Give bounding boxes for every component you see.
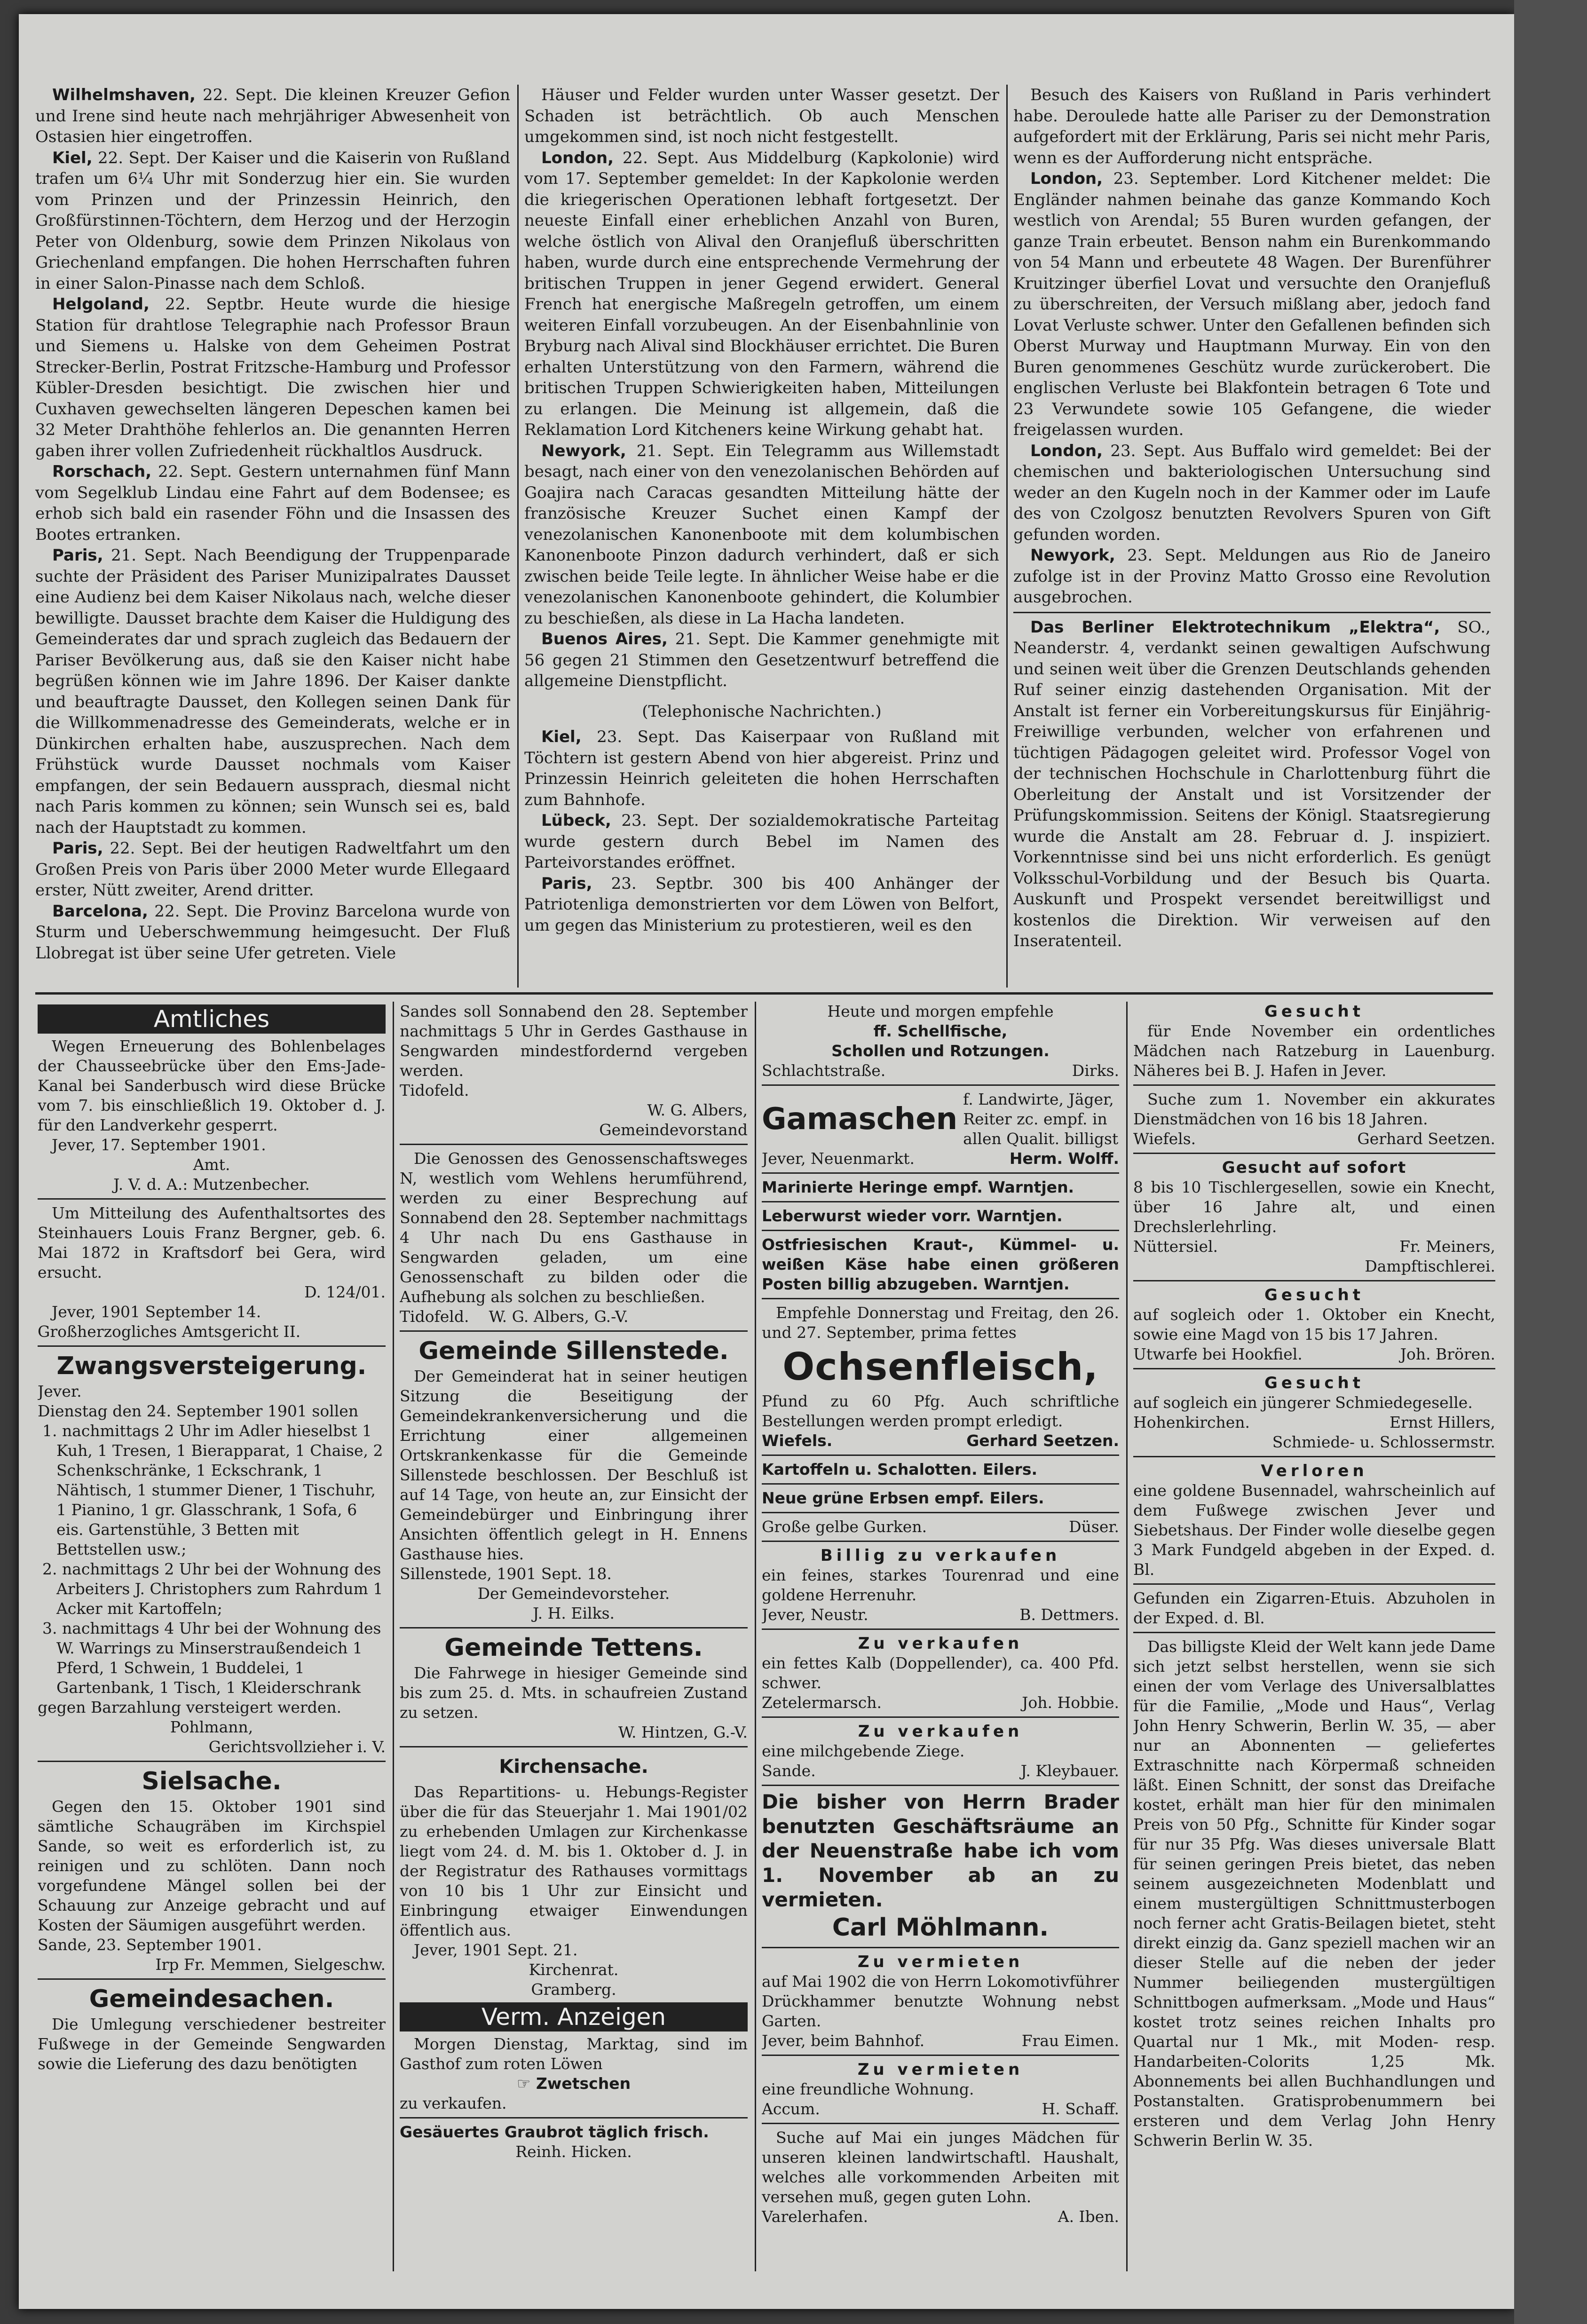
g3-title: Gesucht auf sofort [1222, 1158, 1407, 1177]
separator [762, 1716, 1119, 1718]
verm2-sign: H. Schaff. [1042, 2100, 1119, 2118]
kalb-text: ein fettes Kalb (Doppellender), ca. 400 Pfd. schwer. [762, 1654, 1119, 1692]
sillenstede-date: Sillenstede, 1901 Sept. 18. [400, 1565, 612, 1583]
news-text: 21. Sept. Die Kammer genehmigte mit 56 gegen 21 Stimmen den Gesetzentwurf betreffend die allgemeine Dienstpflicht. [524, 630, 999, 690]
g2-place: Wiefels. [1133, 1130, 1196, 1148]
verm1-sign: Frau Eimen. [1021, 2032, 1119, 2050]
g2-sign: Gerhard Seetzen. [1357, 1130, 1495, 1148]
ochsen-sign-line [762, 1431, 1119, 1451]
g5-sign2: Schmiede- u. Schlossermstr. [1272, 1433, 1495, 1451]
sande-text: Sandes soll Sonnabend den 28. September nachmittags 5 Uhr in Gerdes Gasthause in Sengwarden mindestfordernd vergeben werden. [400, 1002, 748, 1080]
news-place: London, [1030, 441, 1103, 460]
news-item [35, 545, 510, 838]
genoss-text: Die Genossen des Genossenschaftsweges N, westlich vom Wehlens herumführend, werden zu einer Besprechung auf Sonnabend den 28. September nachmittags 4 Uhr nach Du ens Gasthause in Sengwarden geladen, um eine Genossenschaft zu bilden oder die Aufhebung als solchen zu beschließen. [400, 1149, 748, 1306]
genoss-sign: W. G. Albers, G.-V. [489, 1307, 629, 1326]
separator [762, 2123, 1119, 2124]
news-place: Paris, [52, 546, 103, 565]
news-place: Kiel, [52, 148, 93, 167]
ochsen-sign: Gerhard Seetzen. [966, 1431, 1119, 1450]
news-text: 22. Sept. Die kleinen Kreuzer Gefion und Irene sind heute nach mehrjähriger Abwesenheit von Ostasien hier eingetroffen. [35, 86, 510, 146]
such-text: Suche auf Mai ein junges Mädchen für unseren kleinen landwirtschaftl. Haushalt, welches alle vorkommenden Arbeiten mit versehen muß, gegen guten Lohn. [762, 2128, 1119, 2206]
news-item [35, 294, 510, 461]
sande-sign2: Gemeindevorstand [599, 1121, 748, 1139]
news-place: London, [541, 148, 614, 167]
g1-text: für Ende November ein ordentliches Mädchen nach Ratzeburg in Lauenburg. Näheres bei B. J. Hafen in Jever. [1133, 1022, 1495, 1080]
leberwurst: Leberwurst wieder vorr. Warntjen. [762, 1207, 1063, 1225]
news-text: 23. September. Lord Kitchener meldet: Die Engländer nahmen beinahe das ganze Kommando Koch westlich von Arendal; 55 Buren wurden gefangen, der ganze Train erbeutet. Benson nahm ein Burenkommando von 54 Mann und erbeutete 48 Wagen. Der Burenführer Kruitzinger überfiel Lovat und versuchte den Oranjefluß zu überschreiten, der Versuch mißlang aber, jedoch fand Lovat Verluste schwer. Unter den Gefallenen befinden sich Oberst Murway und Hauptmann Murway. Ein von den Buren genommenes Geschütz wurde zurückerobert. Die englischen Verluste bei Blakfontein betragen 6 Tote und 23 Verwundete sowie 105 Gefangene, die wieder freigelassen wurden. [1013, 169, 1491, 439]
news-text: 23. Sept. Meldungen aus Rio de Janeiro zufolge ist in der Provinz Matto Grosso eine Revolution ausgebrochen. [1013, 546, 1491, 607]
news-item [35, 838, 510, 901]
news-place: Rorschach, [52, 462, 152, 481]
news-text: Häuser und Felder wurden unter Wasser gesetzt. Der Schaden ist beträchtlich. Ob auch Menschen umgekommen sind, ist noch nicht festgestellt. [524, 86, 999, 146]
morgen-text: Morgen Dienstag, Marktag, sind im Gasthof zum roten Löwen [400, 2035, 748, 2073]
separator [762, 1947, 1119, 1948]
news-place: Newyork, [541, 441, 626, 460]
verm2-addr: Accum. [762, 2100, 820, 2118]
news-item [1013, 441, 1491, 545]
news-column-2 [524, 85, 999, 988]
news-place: Kiel, [541, 727, 582, 746]
column-rule [1006, 85, 1008, 988]
sande-sign1: W. G. Albers, [647, 1101, 748, 1119]
column-rule [755, 1002, 756, 2271]
gamaschen-big: Gamaschen [762, 1102, 958, 1137]
separator [1133, 1368, 1495, 1369]
gefunden-text: Gefunden ein Zigarren-Etuis. Abzuholen in der Exped. d. Bl. [1133, 1589, 1495, 1627]
news-place: Lübeck, [541, 811, 611, 830]
separator [762, 1541, 1119, 1542]
ziege-text: eine milchgebende Ziege. [762, 1742, 965, 1760]
graubrot: Gesäuertes Graubrot täglich frisch. [400, 2123, 709, 2141]
ziege-addr: Sande. [762, 1762, 816, 1780]
gamaschen-addr: Jever, Neuenmarkt. [762, 1149, 915, 1168]
sillenstede-sign2: J. H. Eilks. [532, 1604, 615, 1622]
ads-column-3 [762, 1002, 1119, 2271]
news-text: 23. Septbr. 300 bis 400 Anhänger der Patriotenliga demonstrierten vor dem Löwen von Belfort, um gegen das Ministerium zu protestieren, weil es den [524, 874, 999, 935]
news-item [35, 461, 510, 545]
news-place: Helgoland, [52, 295, 150, 314]
siel-title: Sielsache. [142, 1767, 282, 1795]
g2-text: Suche zum 1. November ein akkurates Dienstmädchen von 16 bis 18 Jahren. [1133, 1090, 1495, 1128]
ads-column-4 [1133, 1002, 1495, 2271]
mode-und-haus-text: Das billigste Kleid der Welt kann jede Dame sich jetzt selbst herstellen, wenn sie sich einen der vom Verlage des Universalblattes für die Familie, „Mode und Haus“, Verlag John Henry Schwerin, Berlin W. 35, — aber nur an Abonnenten — geliefertes Extraschnitte nach Körpermaß schneiden läßt. Einen Schnitt, der sonst das Dreifache kostet, erhält man hier für den minimalen Preis von 50 Pfg., Schnitte für Kinder sogar für nur 35 Pfg. Was dieses universale Blatt für seinen geringen Preis bietet, das neben seinem ausgezeichneten Modenblatt und einem mustergültigen Schnittmusterbogen noch ferner acht Gratis-Beilagen bietet, steht direkt einzig da. Ganz speziell machen wir an dieser Stelle auf die neben der jeder Nummer beiliegenden mustergültigen Schnittbogen aufmerksam. „Mode und Haus“ kostet trotz seines reichen Inhalts pro Quartal nur 1 Mk., mit Moden- resp. Handarbeiten-Colorits 1,25 Mk. Abonnements bei allen Buchhandlungen und Postanstalten. Gratisprobenummern bei ersteren und dem Verlag John Henry Schwerin Berlin W. 35. [1133, 1637, 1495, 2150]
siel-sign: Irp Fr. Memmen, Sielgeschw. [155, 1955, 386, 1974]
g5-sign1: Ernst Hillers, [1390, 1413, 1495, 1431]
g5-title: Gesucht [1264, 1374, 1365, 1392]
elektra-notice [1013, 617, 1491, 952]
separator [1133, 1153, 1495, 1154]
news-item [35, 901, 510, 964]
separator [400, 2117, 748, 2118]
news-item [524, 148, 999, 441]
verm1-addr: Jever, beim Bahnhof. [762, 2032, 925, 2050]
news-place: Paris, [541, 874, 592, 893]
news-text: 21. Sept. Nach Beendigung der Truppenparade suchte der Präsident des Pariser Munizipalrates Dausset eine Audienz bei dem Kaiser Nikolaus nach, welche dieser bewilligte. Dausset brachte dem Kaiser die Huldigung des Gemeinderates dar und sprach zugleich das Bedauern der Pariser Bevölkerung aus, daß sie den Kaiser nicht habe begrüßen können wie im Jahre 1896. Der Kaiser dankte und beauftragte Dausset, den Kollegen seinen Dank für die Willkommenadresse des Gemeinderats, welche er in Dünkirchen erhalten habe, auszusprechen. Nach dem Frühstück wurde Dausset nochmals vom Kaiser empfangen, der sein Bedauern aussprach, diesmal nicht nach Paris kommen zu können; sein Wunsch sei es, bald nach der Hauptstadt zu kommen. [35, 546, 510, 837]
separator [38, 1345, 386, 1347]
separator [762, 1454, 1119, 1456]
genoss-sign-line [400, 1307, 748, 1327]
zwang-place: Jever. [38, 1382, 82, 1400]
amt-notice: Wegen Erneuerung des Bohlenbelages der Chausseebrücke über den Ems-Jade-Kanal bei Sanderbusch wird diese Brücke vom 7. bis einschließlich 19. Oktober d. J. für den Landverkehr gesperrt. [38, 1037, 386, 1134]
news-item [524, 873, 999, 936]
sande-place: Tidofeld. [400, 1081, 469, 1099]
ochsen-big: Ochsenfleisch, [782, 1345, 1098, 1389]
news-item [35, 85, 510, 148]
news-text: 22. Sept. Gestern unternahmen fünf Mann vom Segelklub Lindau eine Fahrt auf dem Bodensee; es erhob sich bald ein rasender Föhn und die Insassen des Bootes ertranken. [35, 462, 510, 544]
zwang-item: 3. nachmittags 4 Uhr bei der Wohnung des W. Warrings zu Minserstraußendeich 1 Pferd, 1 Schwein, 1 Buddelei, 1 Gartenbank, 1 Tisch, 1 Kleiderschrank [42, 1619, 381, 1697]
separator [1013, 612, 1491, 613]
gamaschen-sign: Herm. Wolff. [1009, 1149, 1119, 1168]
separator [762, 2055, 1119, 2056]
siel-text: Gegen den 15. Oktober 1901 sind sämtliche Schaugräben im Kirchspiel Sande, so weit es erforderlich ist, zu reinigen und zu schlöten. Dann noch vorgefundene Mängel sollen bei der Schauung zur Anzeige gebracht und auf Kosten der Säumigen ausgeführt werden. [38, 1797, 386, 1934]
ochsen-text: Pfund zu 60 Pfg. Auch schriftliche Bestellungen werden prompt erledigt. [762, 1392, 1119, 1430]
g3-sign-line [1133, 1237, 1495, 1257]
news-place: Buenos Aires, [541, 630, 668, 648]
gamaschen-text: f. Landwirte, Jäger, Reiter zc. empf. in allen Qualit. billigst [963, 1090, 1119, 1148]
verm1-title: Zu vermieten [857, 1952, 1024, 1971]
such-sign-line [762, 2207, 1119, 2227]
news-item [1013, 85, 1491, 168]
amt-office: Amt. [193, 1155, 230, 1174]
billig-sign: B. Dettmers. [1019, 1605, 1119, 1624]
elektra-text: SO., Neanderstr. 4, verdankt seinen gewaltigen Aufschwung und seinen weit über die Grenzen Deutschlands gehenden Ruf seiner einzig dastehenden Organisation. Mit der Anstalt ist ferner ein Vorbereitungskursus für Einjährig-Freiwillige verbunden, welcher von erfahrenen und tüchtigen Pädagogen geleitet wird. Professor Vogel von der technischen Hochschule in Charlottenburg führt die Oberleitung der Anstalt und ist Vorsitzender der Prüfungskommission. Seitens der Königl. Staatsregierung wurde die Anstalt am 28. Februar d. J. inspiziert. Vorkenntnisse sind bei uns nicht erforderlich. Es genügt Volksschul-Vorbildung und der Besuch bis Quarta. Auskunft und Prospekt versendet bereitwilligst und kostenlos die Direktion. Wir verweisen auf den Inseratenteil. [1013, 617, 1491, 950]
g1-title: Gesucht [1264, 1002, 1365, 1021]
news-place: London, [1030, 169, 1103, 188]
kirchensache-sign: Gramberg. [531, 1980, 616, 1999]
gurken: Große gelbe Gurken. [762, 1518, 927, 1536]
separator [400, 1330, 748, 1332]
such-sign: A. Iben. [1058, 2207, 1119, 2226]
fisch-2: ff. Schellfische, [873, 1022, 1008, 1040]
separator [762, 1512, 1119, 1513]
gemeindesachen-title: Gemeindesachen. [89, 1985, 334, 2013]
separator [762, 1628, 1119, 1630]
news-column-3 [1013, 85, 1491, 988]
kirchensache-title: Kirchensache. [499, 1756, 648, 1778]
news-place: Wilhelmshaven, [52, 86, 196, 104]
erbsen: Neue grüne Erbsen empf. Eilers. [762, 1489, 1044, 1507]
separator [1133, 1456, 1495, 1457]
ads-column-2 [400, 1002, 748, 2271]
g3-text: 8 bis 10 Tischlergesellen, sowie ein Knecht, über 16 Jahre alt, und einen Drechslerlehrling. [1133, 1178, 1495, 1236]
g5-sign-line [1133, 1413, 1495, 1432]
billig-addr: Jever, Neustr. [762, 1605, 869, 1624]
billig-sign-line [762, 1605, 1119, 1625]
kirchensache-date: Jever, 1901 Sept. 21. [414, 1941, 578, 1959]
heringe: Marinierte Heringe empf. Warntjen. [762, 1178, 1074, 1196]
separator [38, 1978, 386, 1980]
tettens-text: Die Fahrwege in hiesiger Gemeinde sind bis zum 25. d. Mts. in schaufreien Zustand zu setzen. [400, 1664, 748, 1722]
separator [762, 1084, 1119, 1086]
sillenstede-title: Gemeinde Sillenstede. [418, 1337, 729, 1365]
zwetschen: ☞ Zwetschen [516, 2074, 631, 2093]
tettens-title: Gemeinde Tettens. [444, 1634, 703, 1662]
ochsen-intro: Empfehle Donnerstag und Freitag, den 26. und 27. September, prima fettes [762, 1304, 1119, 1342]
mitteilung-court: Großherzogliches Amtsgericht II. [38, 1322, 301, 1341]
kalb-sign-line [762, 1693, 1119, 1713]
newspaper-page [19, 14, 1514, 2309]
separator [1133, 1632, 1495, 1633]
news-item [524, 727, 999, 810]
ads-column-1 [38, 1002, 386, 2271]
separator [38, 1761, 386, 1762]
news-item [35, 148, 510, 294]
graubrot-sign: Reinh. Hicken. [515, 2142, 632, 2161]
news-item [524, 85, 999, 148]
separator [762, 1230, 1119, 1231]
news-item [524, 441, 999, 629]
brader-text: Die bisher von Herrn Brader benutzten Geschäftsräume an der Neuenstraße habe ich vom 1. November ab an zu vermieten. [762, 1790, 1119, 1911]
billig-title: Billig zu verkaufen [820, 1546, 1061, 1565]
kalb-title: Zu verkaufen [858, 1634, 1023, 1653]
news-item [1013, 168, 1491, 441]
news-text: Besuch des Kaisers von Rußland in Paris verhindert habe. Deroulede hatte alle Pariser zu der Demonstration aufgefordert mit der Erklärung, Paris sei nicht mehr Paris, wenn es der Aufforderung nicht entspräche. [1013, 86, 1491, 167]
amtliches-header: Amtliches [38, 1004, 386, 1034]
g4-title: Gesucht [1264, 1286, 1365, 1304]
separator [400, 1144, 748, 1145]
ochsen-place: Wiefels. [762, 1431, 833, 1450]
g4-sign: Joh. Brören. [1400, 1345, 1495, 1363]
gurken-sign: Düser. [1069, 1518, 1119, 1536]
verm1-sign-line [762, 2031, 1119, 2051]
moehlmann: Carl Möhlmann. [832, 1913, 1049, 1942]
amt-signature: J. V. d. A.: Mutzenbecher. [113, 1175, 310, 1194]
verm2-title: Zu vermieten [857, 2060, 1024, 2079]
fisch-3: Schollen und Rotzungen. [831, 1042, 1050, 1060]
fisch-sign: Dirks. [1072, 1061, 1119, 1080]
sillenstede-text: Der Gemeinderat hat in seiner heutigen Sitzung die Beseitigung der Gemeindekrankenversicherung und die Errichtung einer allgemeinen Ortskrankenkasse für die Gemeinde Sillenstede beschlossen. Der Beschluß ist auf 14 Tage, von heute an, zur Einsicht der Gemeindebürger und Einbringung ihrer Ansichten öffentlich gelegt in H. Ennens Gasthause hies. [400, 1367, 748, 1563]
mitteilung-text: Um Mitteilung des Aufenthaltsortes des Steinhauers Louis Franz Bergner, geb. 6. Mai 1872 in Kraftsdorf bei Gera, wird ersucht. [38, 1204, 386, 1281]
g5-text: auf sogleich ein jüngerer Schmiedegeselle. [1133, 1393, 1473, 1412]
gamaschen-ad [762, 1090, 1119, 1149]
amt-place: Jever, 17. September 1901. [52, 1136, 266, 1154]
kaese: Ostfriesischen Kraut-, Kümmel- u. weißen Käse habe einen größeren Posten billig abzugeben. Warntjen. [762, 1235, 1119, 1293]
news-text: 22. Sept. Bei der heutigen Radweltfahrt um den Großen Preis von Paris über 2000 Meter wurde Ellegaard erster, Nütt zweiter, Arend dritter. [35, 839, 510, 900]
news-text: 22. Septbr. Heute wurde die hiesige Station für drahtlose Telegraphie nach Professor Braun und Siemens u. Halske von dem Geheimen Postrat Strecker-Berlin, Postrat Fritzsche-Hamburg und Professor Kübler-Dresden besichtigt. Die zwischen hier und Cuxhaven gewechselten längeren Depeschen kamen bei 32 Meter Drahthöhe fehlerlos an. Die genannten Herren gaben ihrer vollen Zufriedenheit rückhaltlos Ausdruck. [35, 295, 510, 460]
separator [762, 1785, 1119, 1786]
news-text: 23. Sept. Der sozialdemokratische Parteitag wurde gestern durch Bebel im Namen des Parteivorstandes eröffnet. [524, 811, 999, 872]
verm-anzeigen-header: Verm. Anzeigen [400, 2002, 748, 2032]
g4-sign-line [1133, 1344, 1495, 1364]
siel-date: Sande, 23. September 1901. [38, 1936, 262, 1954]
separator [762, 1172, 1119, 1174]
g5-place: Hohenkirchen. [1133, 1413, 1250, 1431]
verloren-title: Verloren [1261, 1462, 1368, 1480]
separator [400, 1746, 748, 1747]
news-item [524, 810, 999, 873]
g3-sign1: Fr. Meiners, [1399, 1237, 1495, 1256]
zwang-title: Zwangsversteigerung. [56, 1352, 367, 1380]
g4-text: auf sogleich oder 1. Oktober ein Knecht, sowie eine Magd von 15 bis 17 Jahren. [1133, 1305, 1495, 1344]
gemeindesachen-text: Die Umlegung verschiedener bestreiter Fußwege in der Gemeinde Sengwarden sowie die Lieferung des dazu benötigten [38, 2015, 386, 2073]
verm2-text: eine freundliche Wohnung. [762, 2080, 974, 2098]
separator [762, 1298, 1119, 1299]
ziege-title: Zu verkaufen [858, 1722, 1023, 1741]
zwang-sign2: Gerichtsvollzieher i. V. [208, 1738, 386, 1756]
news-column-1 [35, 85, 510, 988]
kartoffeln: Kartoffeln u. Schalotten. Eilers. [762, 1460, 1038, 1478]
news-text: 22. Sept. Der Kaiser und die Kaiserin von Rußland trafen um 6¼ Uhr mit Sonderzug hier ein. Sie wurden vom Prinzen und der Prinzessin Heinrich, den Großfürstinnen-Töchtern, dem Herzog und der Herzogin Peter von Oldenburg, sowie dem Prinzen Nikolaus von Griechenland empfangen. Die hohen Herrschaften fuhren in einer Salon-Pinasse nach dem Schloß. [35, 148, 510, 293]
verm2-sign-line [762, 2099, 1119, 2119]
news-item [1013, 545, 1491, 608]
column-rule [393, 1002, 394, 2271]
g3-place: Nüttersiel. [1133, 1237, 1218, 1256]
gurken-line [762, 1517, 1119, 1537]
separator [1133, 1084, 1495, 1086]
news-place: Paris, [52, 839, 103, 858]
zwetschen-end: zu verkaufen. [400, 2094, 507, 2112]
such-addr: Varelerhafen. [762, 2207, 869, 2226]
billig-text: ein feines, starkes Tourenrad und eine goldene Herrenuhr. [762, 1566, 1119, 1604]
news-text: 23. Sept. Aus Buffalo wird gemeldet: Bei der chemischen und bakteriologischen Untersuchung sind weder an den Kugeln noch in der Kammer oder im Laufe des von Czolgosz benutzten Revolvers Spuren von Gift gefunden worden. [1013, 441, 1491, 544]
g4-place: Utwarfe bei Hookfiel. [1133, 1345, 1303, 1363]
zwang-item: 1. nachmittags 2 Uhr im Adler hieselbst 1 Kuh, 1 Tresen, 1 Bierapparat, 1 Chaise, 2 Schenkschränke, 1 Eckschrank, 1 Nähtisch, 1 stummer Diener, 1 Tischuhr, 1 Pianino, 1 gr. Glasschrank, 1 Sofa, 6 eis. Gartenstühle, 3 Betten mit Bettstellen usw.; [42, 1422, 383, 1558]
g2-sign-line [1133, 1129, 1495, 1149]
news-place: Barcelona, [52, 901, 148, 921]
kirchensache-body: Kirchenrat. [529, 1960, 619, 1979]
news-place: Newyork, [1030, 546, 1115, 565]
g3-sign2: Dampftischlerei. [1365, 1257, 1495, 1275]
column-rule [517, 85, 519, 988]
elektra-title: Das Berliner Elektrotechnikum „Elektra“, [1030, 617, 1440, 637]
zwang-date: Dienstag den 24. September 1901 sollen [38, 1402, 359, 1420]
genoss-place: Tidofeld. [400, 1307, 469, 1326]
zwang-end: gegen Barzahlung versteigert werden. [38, 1698, 342, 1716]
kalb-addr: Zetelermarsch. [762, 1693, 882, 1712]
verm1-text: auf Mai 1902 die von Herrn Lokomotivführer Drückhammer benutzte Wohnung nebst Garten. [762, 1972, 1119, 2030]
separator [762, 1201, 1119, 1202]
mitteilung-date: Jever, 1901 September 14. [52, 1303, 261, 1321]
separator [400, 1627, 748, 1628]
separator [1133, 1280, 1495, 1281]
fisch-sign-line [762, 1061, 1119, 1081]
telephone-heading: (Telephonische Nachrichten.) [642, 702, 882, 721]
separator [38, 1198, 386, 1200]
fisch-addr: Schlachtstraße. [762, 1061, 886, 1080]
tettens-sign: W. Hintzen, G.-V. [618, 1723, 748, 1741]
sillenstede-sign1: Der Gemeindevorsteher. [477, 1584, 670, 1603]
column-rule [1126, 1002, 1128, 2271]
ziege-sign-line [762, 1761, 1119, 1781]
gamaschen-sign-line [762, 1149, 1119, 1169]
separator [1133, 1583, 1495, 1585]
news-text: 23. Sept. Das Kaiserpaar von Rußland mit Töchtern ist gestern Abend von hier abgereist. Prinz und Prinzessin Heinrich geleiteten die hohen Herrschaften zum Bahnhofe. [524, 727, 999, 809]
separator [762, 1483, 1119, 1485]
kirchensache-text: Das Repartitions- u. Hebungs-Register über die für das Steuerjahr 1. Mai 1901/02 zu erhebenden Umlagen zur Kirchenkasse liegt vom 24. d. M. bis 1. Oktober d. J. in der Registratur des Rathauses vormittags von 10 bis 1 Uhr zur Einsicht und Einbringung etwaiger Einwendungen öffentlich aus. [400, 1783, 748, 1939]
mitteilung-ref: D. 124/01. [304, 1283, 386, 1301]
zwang-item: 2. nachmittags 2 Uhr bei der Wohnung des Arbeiters J. Christophers zum Rahrdum 1 Acker mit Kartoffeln; [42, 1560, 383, 1618]
verloren-text: eine goldene Busennadel, wahrscheinlich auf dem Fußwege zwischen Jever und Siebetshaus. Der Finder wolle dieselbe gegen 3 Mark Fundgeld abgeben in der Exped. d. Bl. [1133, 1481, 1495, 1579]
scan-edge [1514, 0, 1587, 2324]
ziege-sign: J. Kleybauer. [1020, 1762, 1119, 1780]
section-rule [35, 992, 1493, 995]
zwang-sign1: Pohlmann, [170, 1718, 253, 1736]
fisch-1: Heute und morgen empfehle [827, 1002, 1054, 1020]
news-item [524, 629, 999, 692]
news-text: 21. Sept. Ein Telegramm aus Willemstadt besagt, nach einer von den venezolanischen Behörden auf Goajira nach Caracas gesandten Mitteilung hätte der französische Kreuzer Suchet einen Kampf der venezolanischen Kanonenboote mit dem kolumbischen Kanonenboote Pinzon dadurch verhindert, daß er sich zwischen beide Teile legte. In ähnlicher Weise habe er die venezolanischen Kanonenboote gehindert, die Kolumbier zu beschießen, als diese in La Hacha landeten. [524, 441, 999, 628]
kalb-sign: Joh. Hobbie. [1022, 1693, 1119, 1712]
news-text: 22. Sept. Die Provinz Barcelona wurde von Sturm und Ueberschwemmung heimgesucht. Der Fluß Llobregat ist über seine Ufer getreten. Viele [35, 901, 510, 963]
news-text: 22. Sept. Aus Middelburg (Kapkolonie) wird vom 17. September gemeldet: In der Kapkolonie werden die kriegerischen Operationen lebhaft fortgesetzt. Der neueste Einfall einer erheblichen Anzahl von Buren, welche östlich von Alival den Oranjefluß überschritten haben, wurde durch eine entsprechende Vermehrung der britischen Truppen in jener Gegend erwidert. General French hat energische Maßregeln getroffen, um einem weiteren Einfall vorzubeugen. An der Eisenbahnlinie von Bryburg nach Alival sind Blockhäuser errichtet. Die Buren erhalten Unterstützung von den Farmern, während die britischen Truppen Schwierigkeiten haben, Mitteilungen zu erlangen. Die Meinung ist allgemein, daß die Reklamation Lord Kitcheners keine Wirkung gehabt hat. [524, 148, 999, 439]
